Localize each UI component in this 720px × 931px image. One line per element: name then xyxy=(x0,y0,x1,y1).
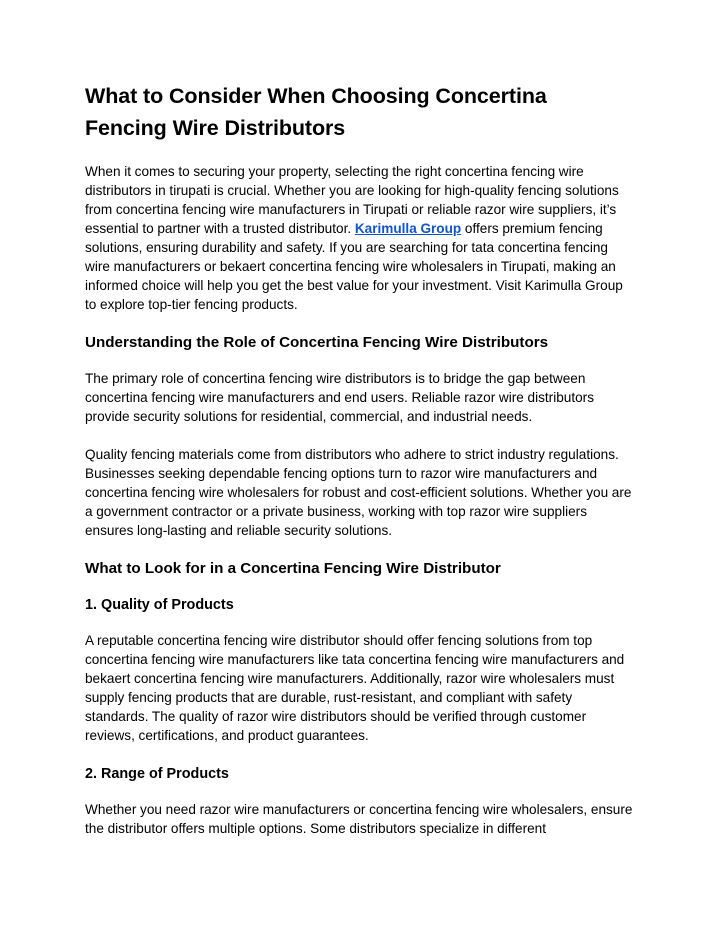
intro-text-after-link: offers premium fencing solutions, ensuring durability and safety. If you are searching for tata concertina fencing wire manufacturers or bekaert concertina fencing wire wholesalers in Tirupati, making an informed choice will help you get the best value for your investment. Visit Karimulla Group to explore top-tier fencing products. xyxy=(85,221,623,312)
subheading-range-of-products: 2. Range of Products xyxy=(85,766,229,782)
role-paragraph-2: Quality fencing materials come from distributors who adhere to strict industry regulations. Businesses seeking dependable fencing options turn to razor wire manufacturers and concertina fencing wire wholesalers for robust and cost-efficient solutions. Whether you are a government contractor or a private business, working with top razor wire suppliers ensures long-lasting and reliable security solutions. xyxy=(85,447,632,538)
karimulla-group-link[interactable]: Karimulla Group xyxy=(354,221,462,236)
section-heading-role: Understanding the Role of Concertina Fencing Wire Distributors xyxy=(85,334,549,351)
section-heading-what-to-look-for: What to Look for in a Concertina Fencing Wire Distributor xyxy=(85,560,501,577)
quality-paragraph: A reputable concertina fencing wire distributor should offer fencing solutions from top concertina fencing wire manufacturers like tata concertina fencing wire manufacturers and bekaert concertina fencing wire manufacturers. Additionally, razor wire wholesalers must supply fencing products that are durable, rust-resistant, and compliant with safety standards. The quality of razor wire distributors should be verified through customer reviews, certifications, and product guarantees. xyxy=(85,633,625,743)
intro-paragraph xyxy=(85,162,633,314)
range-paragraph: Whether you need razor wire manufacturers or concertina fencing wire wholesalers, ensure the distributor offers multiple options. Some distributors specialize in different xyxy=(85,802,633,836)
document-title: What to Consider When Choosing Concertina Fencing Wire Distributors xyxy=(85,84,547,140)
intro-text-before-link: When it comes to securing your property, selecting the right concertina fencing wire distributors in tirupati is crucial. Whether you are looking for high-quality fencing solutions from concertina fencing wire manufacturers in Tirupati or reliable razor wire suppliers, it’s essential to partner with a trusted distributor. xyxy=(85,164,619,236)
subheading-quality-of-products: 1. Quality of Products xyxy=(85,597,234,613)
document-page xyxy=(85,80,633,838)
role-paragraph-1: The primary role of concertina fencing wire distributors is to bridge the gap between concertina fencing wire manufacturers and end users. Reliable razor wire distributors provide security solutions for residential, commercial, and industrial needs. xyxy=(85,371,595,424)
